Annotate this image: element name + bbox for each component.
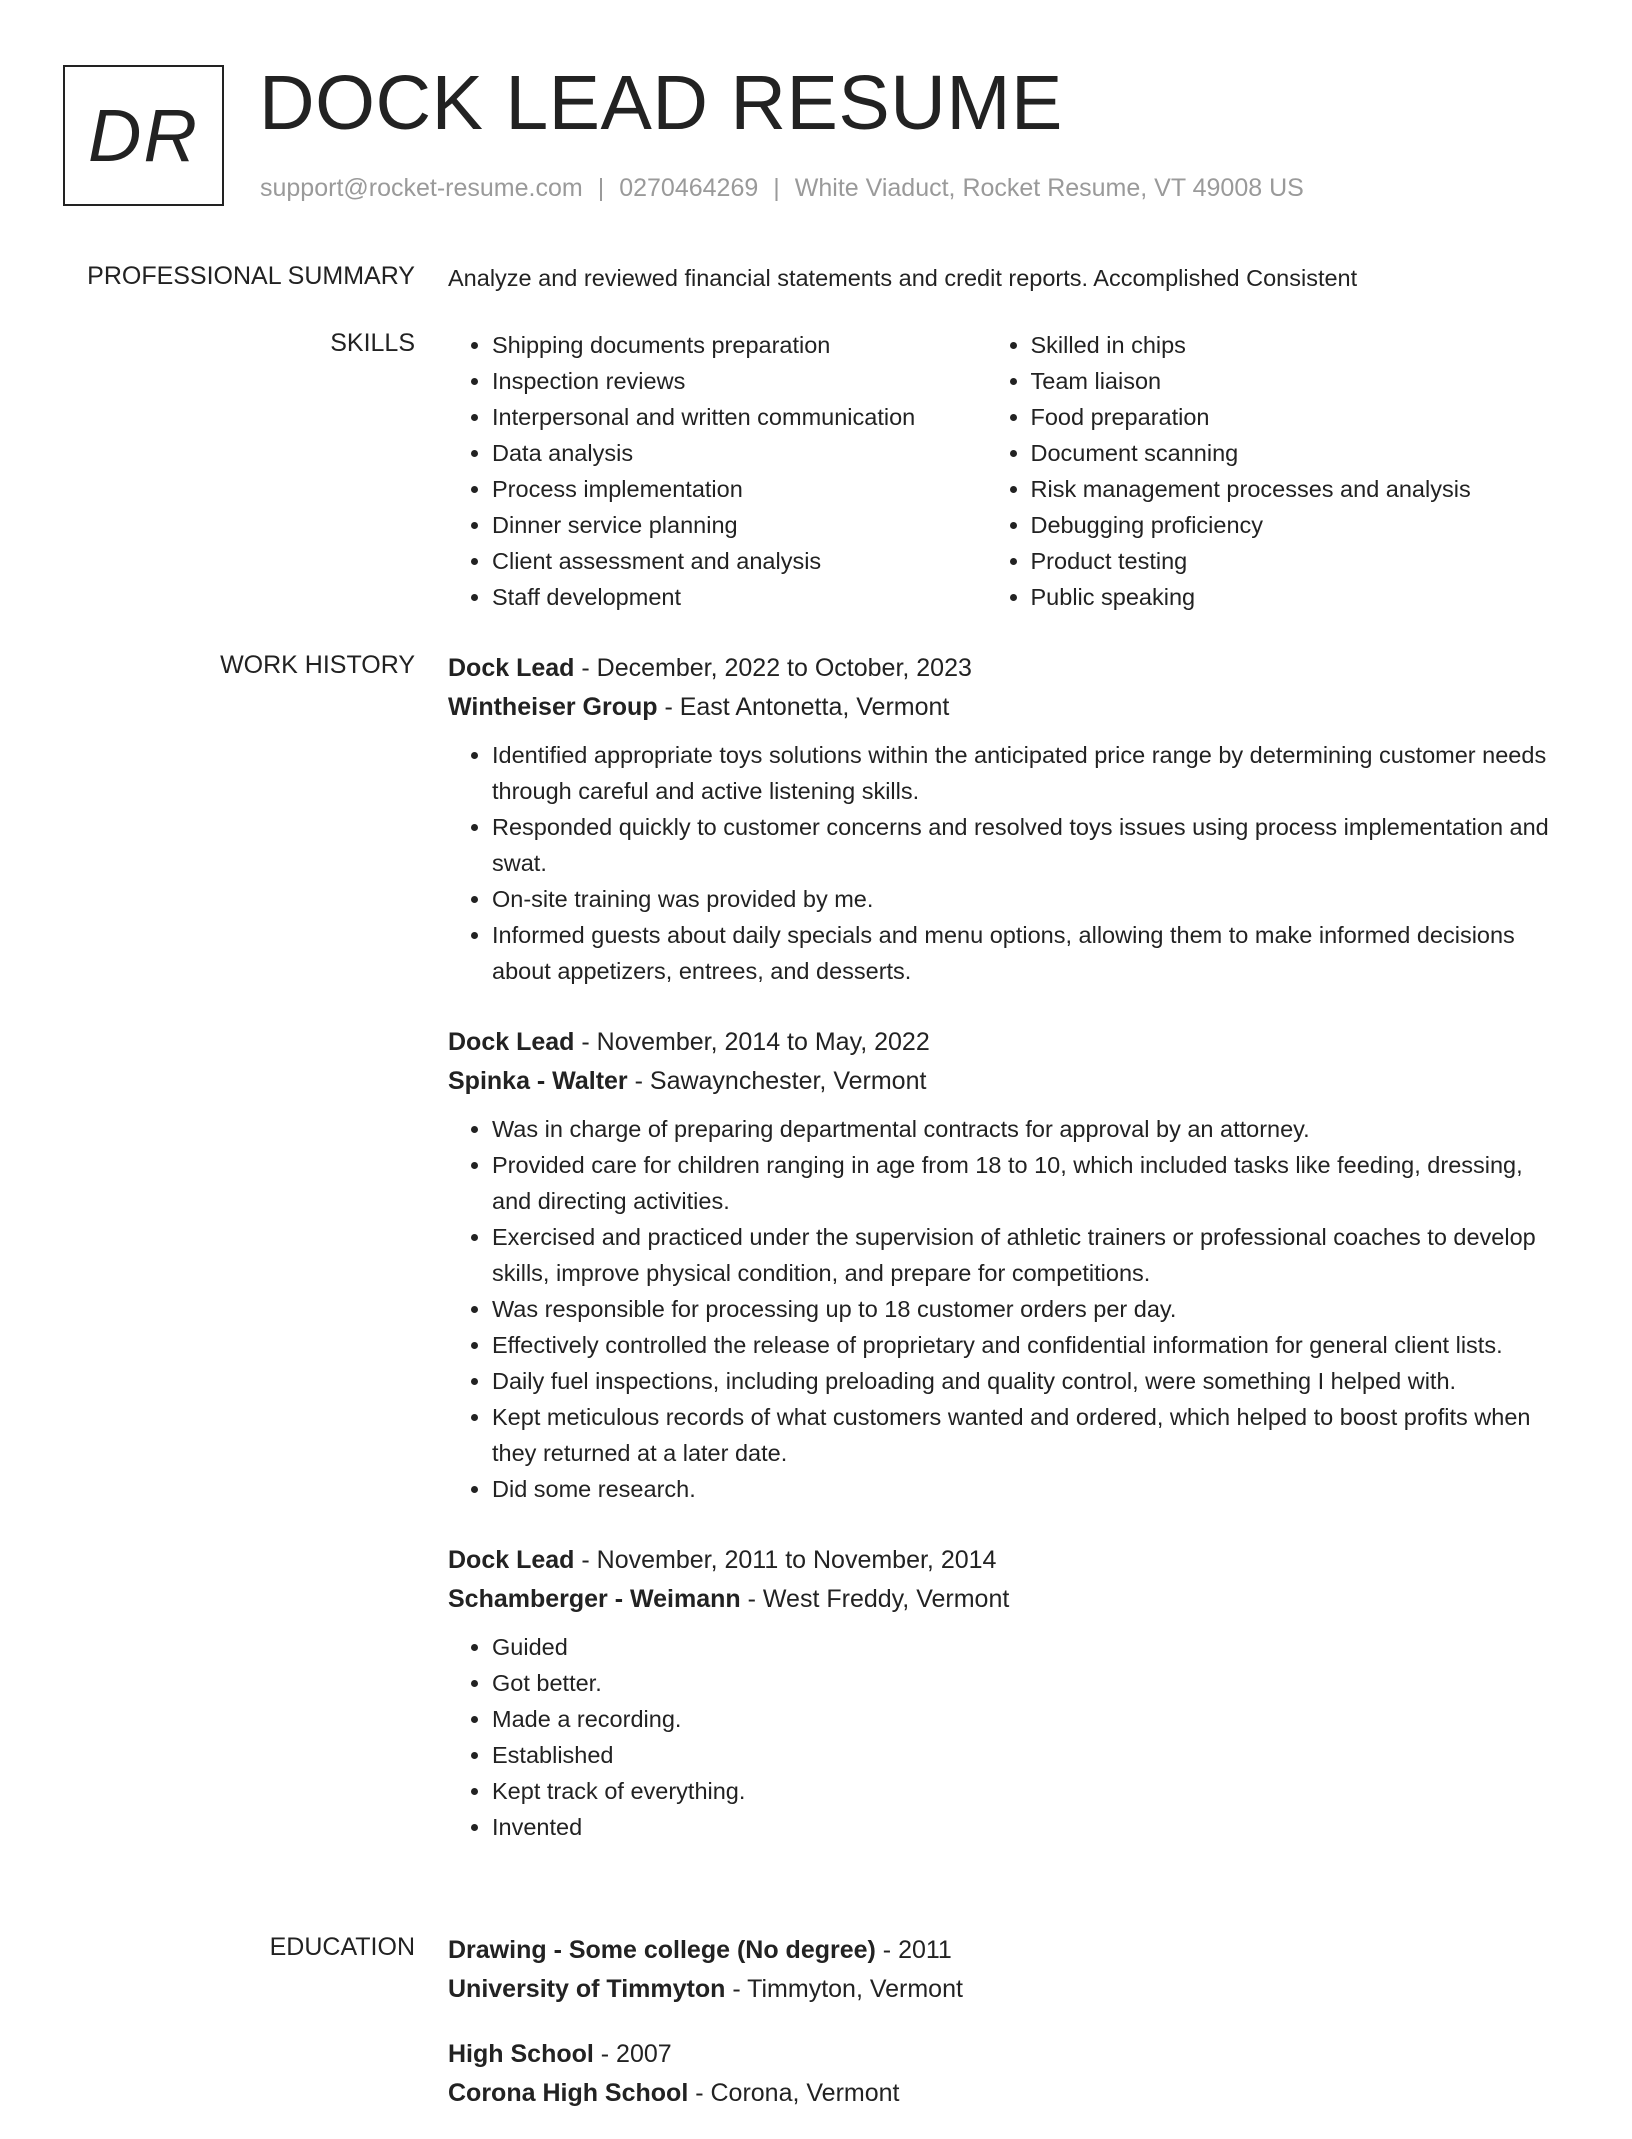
job-entry [448,649,1568,989]
job-title-line [448,1541,1568,1580]
skills-column-1 [448,327,987,615]
job-bullet: • Was in charge of preparing departmental contracts for approval by an attorney. [492,1111,1568,1147]
contact-email[interactable]: support@rocket-resume.com [260,174,583,202]
skill-item: • Shipping documents preparation [492,327,987,363]
skill-item: • Product testing [1031,543,1569,579]
job-bullet: • Kept meticulous records of what customers wanted and ordered, which helped to boost profits when they returned at a later date. [492,1399,1568,1471]
job-bullet: • Kept track of everything. [492,1773,1568,1809]
job-company-line [448,688,1568,727]
contact-line [260,174,1304,203]
summary-text: Analyze and reviewed financial statements and credit reports. Accomplished Consistent [448,265,1358,291]
education-location: - Corona, Vermont [688,2079,900,2107]
skills-label: SKILLS [330,329,415,357]
contact-separator: | [773,174,780,202]
education-location: - Timmyton, Vermont [725,1975,963,2003]
job-bullet: • Was responsible for processing up to 18 customer orders per day. [492,1291,1568,1327]
education-school-line [448,1970,1568,2009]
job-company: Wintheiser Group [448,693,658,721]
education-degree-line [448,1931,1568,1970]
education-school: University of Timmyton [448,1975,726,2003]
education-degree-line [448,2035,1568,2074]
job-dates: - December, 2022 to October, 2023 [574,654,972,682]
job-company-line [448,1062,1568,1101]
job-bullet: • Invented [492,1809,1568,1845]
skill-item: • Debugging proficiency [1031,507,1569,543]
job-bullet: • On-site training was provided by me. [492,881,1568,917]
job-bullet: • Made a recording. [492,1701,1568,1737]
education-entry [448,2035,1568,2113]
education-school-line [448,2074,1568,2113]
job-bullets [448,1629,1568,1845]
job-bullet: • Effectively controlled the release of proprietary and confidential information for general client lists. [492,1327,1568,1363]
job-location: - East Antonetta, Vermont [657,693,950,721]
job-title: Dock Lead [448,1028,575,1056]
job-bullets [448,1111,1568,1507]
skill-item: • Public speaking [1031,579,1569,615]
skill-item: • Dinner service planning [492,507,987,543]
education-label: EDUCATION [269,1933,415,1961]
education-school: Corona High School [448,2079,689,2107]
education-degree: Drawing - Some college (No degree) [448,1936,876,1964]
education-year: - 2007 [593,2040,672,2068]
education-entry [448,1931,1568,2009]
job-dates: - November, 2014 to May, 2022 [574,1028,930,1056]
job-bullet: • Exercised and practiced under the supervision of athletic trainers or professional coaches to develop skills, improve physical condition, and prepare for competitions. [492,1219,1568,1291]
skills-list [448,327,1568,615]
job-entry [448,1023,1568,1507]
work-history-label: WORK HISTORY [220,651,415,679]
job-title: Dock Lead [448,1546,575,1574]
job-bullet: • Identified appropriate toys solutions within the anticipated price range by determining customer needs through careful and active listening skills. [492,737,1568,809]
work-history-list [448,649,1568,1879]
skill-item: • Skilled in chips [1031,327,1569,363]
job-company: Schamberger - Weimann [448,1585,741,1613]
skill-item: • Data analysis [492,435,987,471]
job-bullet: • Daily fuel inspections, including preloading and quality control, were something I helped with. [492,1363,1568,1399]
skill-item: • Food preparation [1031,399,1569,435]
job-entry [448,1541,1568,1845]
monogram-box: DR [63,65,224,206]
job-bullet: • Provided care for children ranging in age from 18 to 10, which included tasks like feeding, dressing, and directing activities. [492,1147,1568,1219]
job-location: - West Freddy, Vermont [740,1585,1010,1613]
resume-title: DOCK LEAD RESUME [259,60,1063,146]
skill-item: • Staff development [492,579,987,615]
job-bullets [448,737,1568,989]
skills-column-2 [987,327,1569,615]
skill-item: • Interpersonal and written communication [492,399,987,435]
contact-address: White Viaduct, Rocket Resume, VT 49008 US [794,174,1304,202]
job-company-line [448,1580,1568,1619]
job-bullet: • Guided [492,1629,1568,1665]
education-list [448,1931,1568,2139]
skill-item: • Team liaison [1031,363,1569,399]
skill-item: • Process implementation [492,471,987,507]
job-company: Spinka - Walter [448,1067,628,1095]
job-bullet: • Did some research. [492,1471,1568,1507]
job-title-line [448,1023,1568,1062]
summary-label: PROFESSIONAL SUMMARY [87,262,415,290]
education-degree: High School [448,2040,594,2068]
job-bullet: • Informed guests about daily specials and menu options, allowing them to make informed decisions about appetizers, entrees, and desserts. [492,917,1568,989]
skill-item: • Client assessment and analysis [492,543,987,579]
job-bullet: • Responded quickly to customer concerns and resolved toys issues using process implementation and swat. [492,809,1568,881]
job-title-line [448,649,1568,688]
job-dates: - November, 2011 to November, 2014 [574,1546,997,1574]
job-bullet: • Established [492,1737,1568,1773]
education-year: - 2011 [875,1936,952,1964]
skill-item: • Document scanning [1031,435,1569,471]
contact-phone[interactable]: 0270464269 [619,174,759,202]
job-location: - Sawaynchester, Vermont [627,1067,927,1095]
job-bullet: • Got better. [492,1665,1568,1701]
contact-separator: | [597,174,605,202]
skill-item: • Inspection reviews [492,363,987,399]
skill-item: • Risk management processes and analysis [1031,471,1569,507]
job-title: Dock Lead [448,654,575,682]
